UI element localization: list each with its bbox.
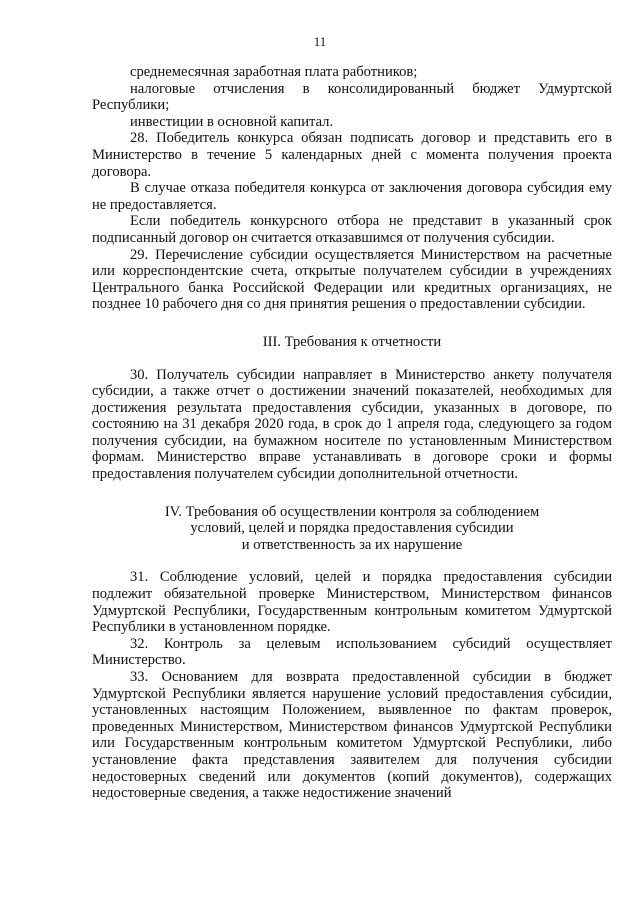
section-heading <box>92 504 612 554</box>
section-heading-line: IV. Требования об осуществлении контроля за соблюдением <box>164 503 540 520</box>
paragraph: 30. Получатель субсидии направляет в Министерство анкету получателя субсидии, а также отчет о достижении значений показателей, необходимых для достижения результата предоставления субсидии, указанных в договоре, по состоянию на 31 декабря 2020 года, в срок до 1 апреля года, следующего за годом получения субсидии, на бумажном носителе по установленным Министерством формам. Министерство вправе устанавливать в договоре сроки и формы предоставления получателем субсидии дополнительной отчетности. <box>92 366 612 483</box>
document-body <box>92 64 612 802</box>
paragraph: среднемесячная заработная плата работников; <box>130 64 418 80</box>
paragraph: В случае отказа победителя конкурса от заключения договора субсидия ему не предоставляется. <box>92 180 612 213</box>
paragraph: инвестиции в основной капитал. <box>130 113 334 130</box>
paragraph: Если победитель конкурсного отбора не представит в указанный срок подписанный договор он считается отказавшимся от получения субсидии. <box>92 213 612 246</box>
paragraph: 29. Перечисление субсидии осуществляется Министерством на расчетные или корреспондентские счета, открытые получателем субсидии в учреждениях Центрального банка Российской Федерации или кредитных организациях, не позднее 10 рабочего дня со дня принятия решения о предоставлении субсидии. <box>92 246 612 313</box>
page-number: 11 <box>313 34 327 49</box>
paragraph: 32. Контроль за целевым использованием субсидий осуществляет Министерство. <box>92 635 612 669</box>
paragraph: 31. Соблюдение условий, целей и порядка предоставления субсидии подлежит обязательной проверке Министерством, Министерством финансов Удмуртской Республики, Государственным контрольным комитетом Удмуртской Республики в установленном порядке. <box>92 569 612 636</box>
paragraph: 33. Основанием для возврата предоставленной субсидии в бюджет Удмуртской Республики является нарушение условий предоставления субсидии, установленных настоящим Положением, выявленное по фактам проверок, проведенных Министерством, Министерством финансов Удмуртской Республики или Государственным контрольным комитетом Удмуртской Республики, либо установление факта представления заявителем для получения субсидии недостоверных сведений или документов (копий документов), содержащих недостоверные сведения, а также недостижение значений <box>92 669 612 802</box>
section-heading-line: и ответственность за их нарушение <box>241 536 463 553</box>
paragraph: 28. Победитель конкурса обязан подписать договор и представить его в Министерство в течение 5 календарных дней с момента получения проекта договора. <box>92 130 612 180</box>
section-heading <box>92 334 612 351</box>
section-heading-line: III. Требования к отчетности <box>262 333 442 350</box>
paragraph: налоговые отчисления в консолидированный бюджет Удмуртской Республики; <box>92 80 612 114</box>
section-heading-line: условий, целей и порядка предоставления субсидии <box>190 520 514 537</box>
